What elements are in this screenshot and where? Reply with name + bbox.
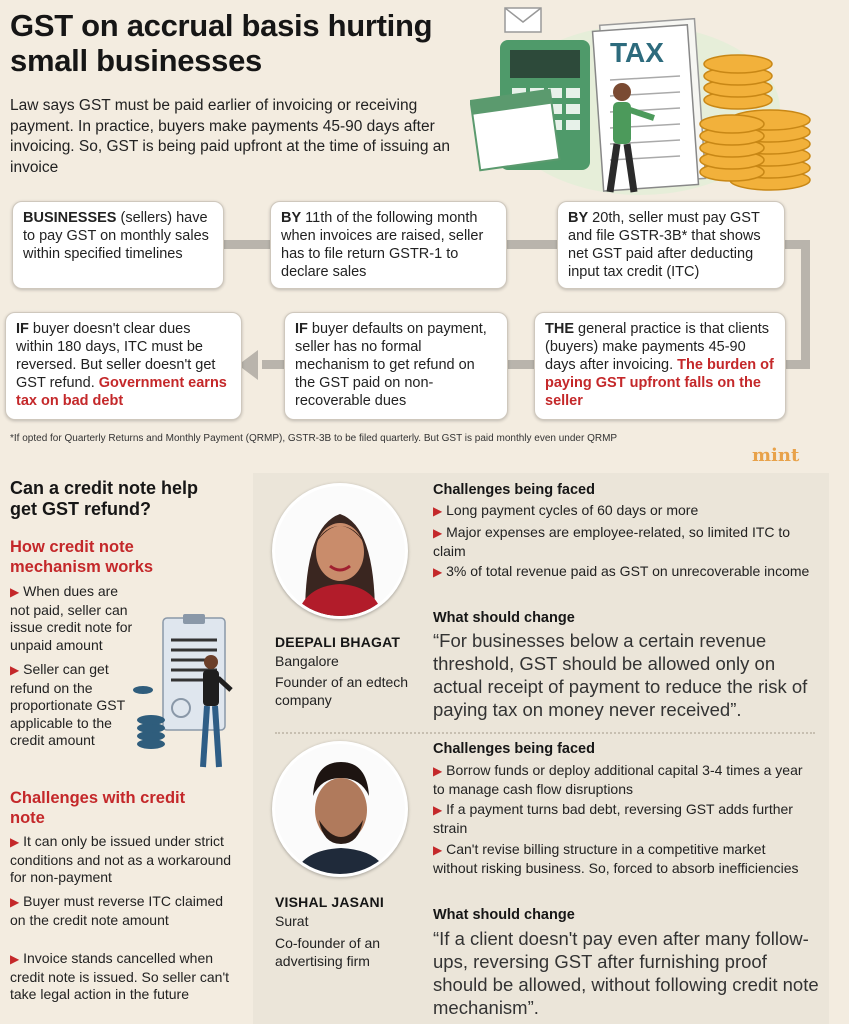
- flow-step-general-practice: THE general practice is that clients (buyers) make payments 45-90 days after invoicing. The burden of paying GST upfront falls on the seller: [534, 312, 786, 420]
- flow-connector: [500, 240, 565, 249]
- bullet-triangle-icon: ▶: [10, 835, 20, 849]
- flow-connector: [785, 360, 810, 369]
- credit-note-heading: Can a credit note help get GST refund?: [10, 478, 199, 519]
- person-name: DEEPALI BHAGAT: [275, 634, 401, 650]
- tax-illustration: [470, 0, 849, 205]
- flow-connector: [801, 240, 810, 368]
- bullet-triangle-icon: ▶: [433, 803, 443, 817]
- bullet-triangle-icon: ▶: [433, 764, 443, 778]
- bullet-triangle-icon: ▶: [10, 952, 20, 966]
- intro-text: Law says GST must be paid earlier of invoicing or receiving payment. In practice, buyers make payments 45-90 days after invoicing. So, GST is being paid upfront at the time of issuing an invoice: [10, 97, 450, 176]
- how-credit-note-works-heading: How credit note mechanism works: [10, 538, 154, 576]
- person-city: Bangalore: [275, 653, 339, 669]
- flow-step-buyer-defaults: IF buyer defaults on payment, seller has no formal mechanism to get refund on the GST paid on non-recoverable dues: [284, 312, 508, 420]
- list-item: ▶ Borrow funds or deploy additional capital 3-4 times a year to manage cash flow disruptions: [433, 762, 803, 797]
- page-title: GST on accrual basis hurting small businesses: [10, 8, 433, 78]
- what-should-change-heading: What should change: [433, 610, 575, 626]
- bullet-triangle-icon: ▶: [10, 895, 20, 909]
- bullet-triangle-icon: ▶: [433, 504, 443, 518]
- list-item: ▶ Buyer must reverse ITC claimed on the credit note amount: [10, 893, 224, 928]
- avatar: [272, 483, 408, 619]
- list-item: ▶ Seller can get refund on the proportionate GST applicable to the credit amount: [10, 661, 125, 748]
- avatar: [272, 741, 408, 877]
- person-role: Founder of an edtech company: [275, 674, 409, 708]
- section-divider: [275, 732, 815, 734]
- list-item: ▶ When dues are not paid, seller can issue credit note for unpaid amount: [10, 583, 133, 653]
- what-should-change-heading: What should change: [433, 907, 575, 923]
- tax-document-icon: [593, 19, 706, 191]
- footnote: *If opted for Quarterly Returns and Monthly Payment (QRMP), GSTR-3B to be filed quarterly. But GST is paid monthly even under QRMP: [10, 433, 618, 444]
- person-photo-icon: [275, 744, 405, 874]
- coins-icon: [700, 55, 810, 190]
- flow-step-gstr1: BY 11th of the following month when invoices are raised, seller has to file return GSTR-1 to declare sales: [270, 201, 507, 289]
- bullet-triangle-icon: ▶: [433, 843, 443, 857]
- arrow-left-icon: [238, 350, 266, 380]
- challenges-heading: Challenges being faced: [433, 482, 595, 498]
- bullet-triangle-icon: ▶: [433, 565, 443, 579]
- flow-step-180-days: IF buyer doesn't clear dues within 180 days, ITC must be reversed. But seller doesn't get GST refund. Government earns tax on bad debt: [5, 312, 242, 420]
- list-item: ▶ Long payment cycles of 60 days or more: [433, 502, 699, 518]
- person-role: Co-founder of an advertising firm: [275, 935, 381, 969]
- brand-logo: mint: [752, 445, 800, 466]
- list-item: ▶ Invoice stands cancelled when credit note is issued. So seller can't take legal action in the future: [10, 950, 230, 1002]
- list-item: ▶ Can't revise billing structure in a competitive market without risking business. So, forced to absorb inefficiencies: [433, 841, 799, 876]
- challenges-heading: Challenges being faced: [433, 741, 595, 757]
- flow-step-gstr3b: BY 20th, seller must pay GST and file GSTR-3B* that shows net GST paid after deducting input tax credit (ITC): [557, 201, 785, 289]
- person-photo-icon: [275, 486, 405, 616]
- person-name: VISHAL JASANI: [275, 894, 384, 910]
- person-quote: “If a client doesn't pay even after many follow-ups, reversing GST after furnishing proof should be allowed, without following credit note mechanism”.: [433, 928, 819, 1018]
- person-city: Surat: [275, 913, 309, 929]
- clipboard-illustration: [133, 612, 241, 777]
- envelope-icon: [505, 8, 541, 32]
- svg-text:TAX: TAX: [610, 37, 664, 68]
- challenges-credit-note-heading: Challenges with credit note: [10, 789, 186, 827]
- flow-step-businesses: BUSINESSES (sellers) have to pay GST on monthly sales within specified timelines: [12, 201, 224, 289]
- bullet-triangle-icon: ▶: [433, 526, 443, 540]
- bullet-triangle-icon: ▶: [10, 585, 20, 599]
- list-item: ▶ Major expenses are employee-related, so limited ITC to claim: [433, 524, 791, 559]
- person-quote: “For businesses below a certain revenue threshold, GST should be allowed only on actual receipt of payment to reduce the risk of paying tax on money never received”.: [433, 630, 808, 720]
- calendar-icon: [471, 90, 560, 170]
- list-item: ▶ It can only be issued under strict conditions and not as a workaround for non-payment: [10, 833, 232, 885]
- bullet-triangle-icon: ▶: [10, 663, 20, 677]
- list-item: ▶ If a payment turns bad debt, reversing GST adds further strain: [433, 801, 793, 836]
- list-item: ▶ 3% of total revenue paid as GST on unrecoverable income: [433, 563, 810, 579]
